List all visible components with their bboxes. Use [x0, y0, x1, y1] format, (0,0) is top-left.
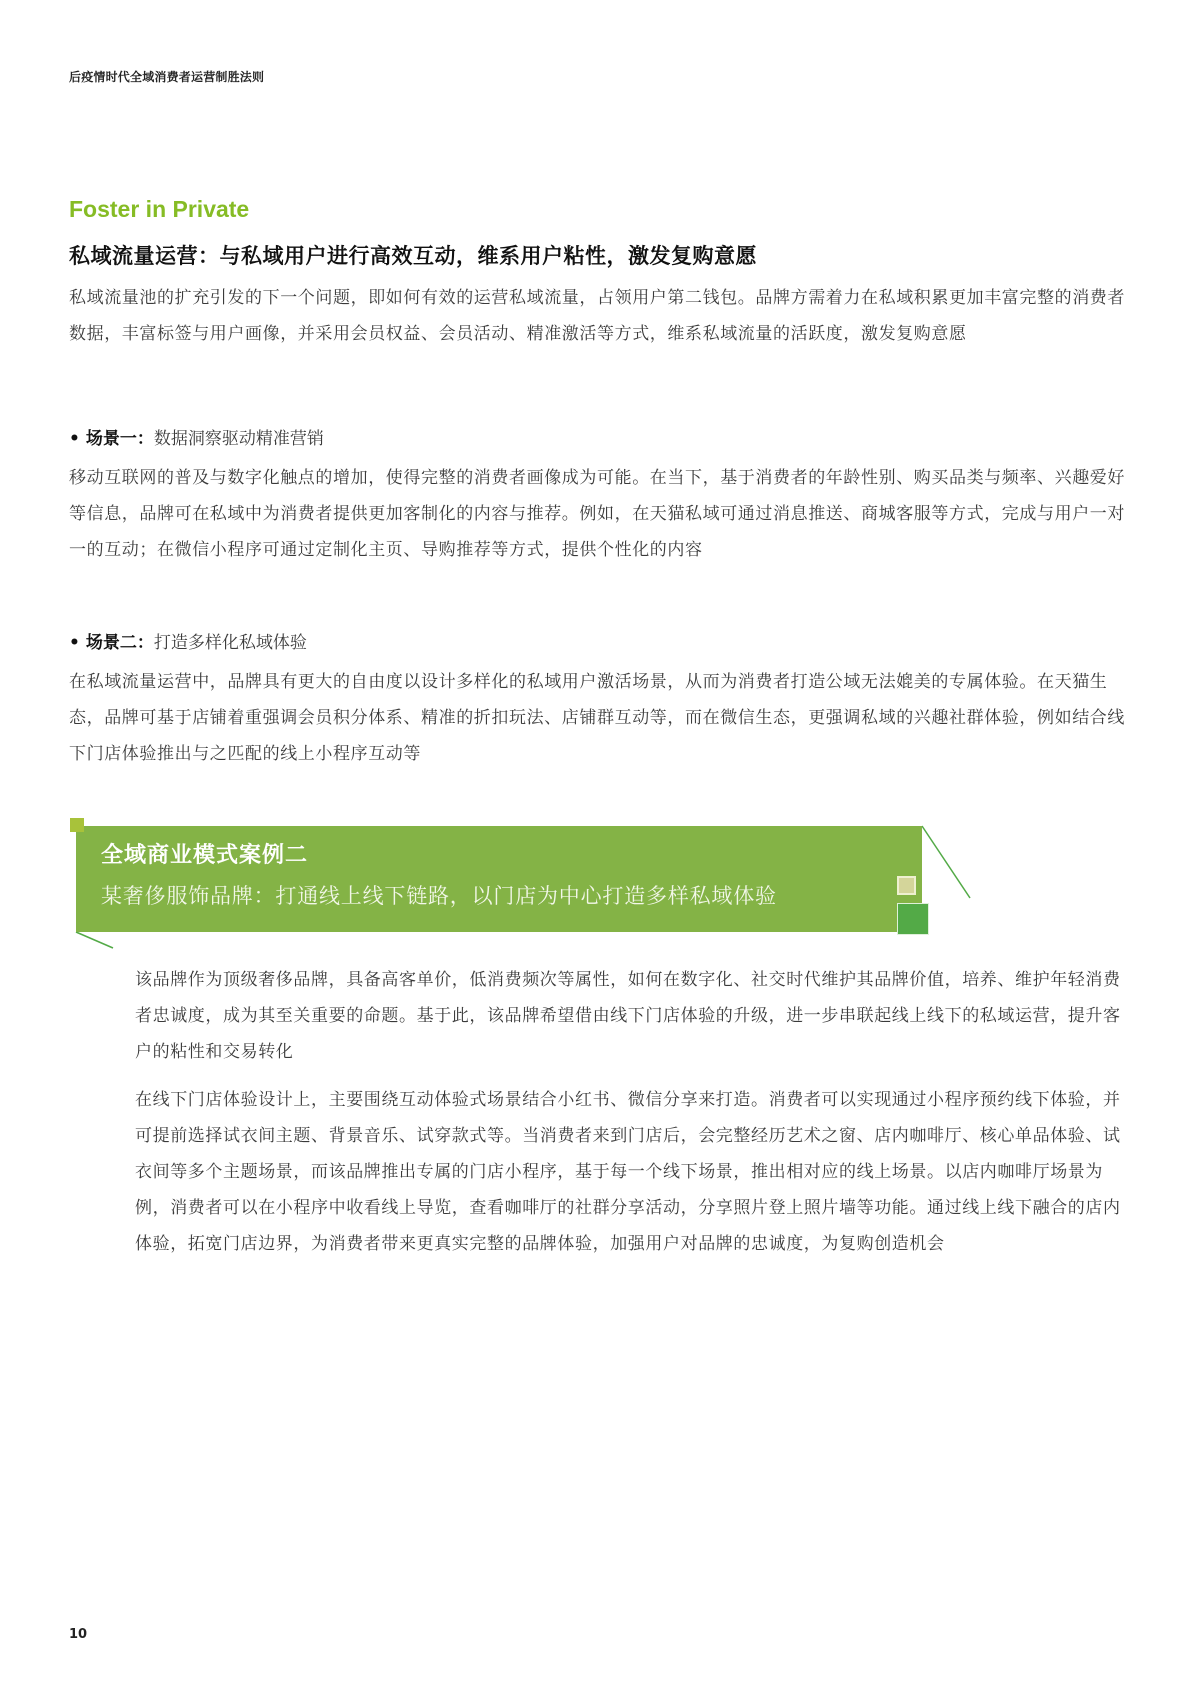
- case-paragraph-2: 在线下门店体验设计上，主要围绕互动体验式场景结合小红书、微信分享来打造。消费者可以实现通过小程序预约线下体验，并可提前选择试衣间主题、背景音乐、试穿款式等。当消费者来到门店后，会完整经历艺术之窗、店内咖啡厅、核心单品体验、试衣间等多个主题场景，而该品牌推出专属的门店小程序，基于每一个线下场景，推出相对应的线上场景。以店内咖啡厅场景为例，消费者可以在小程序中收看线上导览，查看咖啡厅的社群分享活动，分享照片登上照片墙等功能。通过线上线下融合的店内体验，拓宽门店边界，为消费者带来更真实完整的品牌体验，加强用户对品牌的忠诚度，为复购创造机会: [135, 1090, 1121, 1254]
- scene-heading-1: [69, 424, 324, 449]
- case-subtitle: 某奢侈服饰品牌：打通线上线下链路，以门店为中心打造多样私域体验: [101, 884, 777, 908]
- corner-square-icon: [70, 818, 84, 832]
- section-title: 私域流量运营：与私域用户进行高效互动，维系用户粘性，激发复购意愿: [69, 244, 757, 268]
- running-header: 后疫情时代全域消费者运营制胜法则: [69, 70, 265, 84]
- bullet-icon: •: [69, 429, 80, 449]
- scene-heading-2: [69, 628, 307, 653]
- intro-paragraph: 私域流量池的扩充引发的下一个问题，即如何有效的运营私域流量，占领用户第二钱包。品牌方需着力在私域积累更加丰富完整的消费者数据，丰富标签与用户画像，并采用会员权益、会员活动、精准激活等方式，维系私域流量的活跃度，激发复购意愿: [69, 288, 1125, 344]
- scene-title: 打造多样化私域体验: [153, 633, 307, 653]
- bullet-icon: •: [69, 633, 80, 653]
- dark-square-icon: [897, 903, 929, 935]
- scene-label: 场景一：: [85, 429, 154, 449]
- scene-title: 数据洞察驱动精准营销: [153, 429, 324, 449]
- case-title: 全域商业模式案例二: [101, 843, 309, 868]
- case-paragraph-1: 该品牌作为顶级奢侈品牌，具备高客单价，低消费频次等属性，如何在数字化、社交时代维护其品牌价值，培养、维护年轻消费者忠诚度，成为其至关重要的命题。基于此，该品牌希望借由线下门店体验的升级，进一步串联起线上线下的私域运营，提升客户的粘性和交易转化: [135, 970, 1121, 1062]
- scene-2-paragraph: 在私域流量运营中，品牌具有更大的自由度以设计多样化的私域用户激活场景，从而为消费者打造公域无法媲美的专属体验。在天猫生态，品牌可基于店铺着重强调会员积分体系、精准的折扣玩法、店铺群互动等，而在微信生态，更强调私域的兴趣社群体验，例如结合线下门店体验推出与之匹配的线上小程序互动等: [69, 672, 1125, 764]
- page-number: 10: [69, 1627, 88, 1642]
- scene-1-paragraph: 移动互联网的普及与数字化触点的增加，使得完整的消费者画像成为可能。在当下，基于消费者的年龄性别、购买品类与频率、兴趣爱好等信息，品牌可在私域中为消费者提供更加客制化的内容与推荐。例如，在天猫私域可通过消息推送、商城客服等方式，完成与用户一对一的互动；在微信小程序可通过定制化主页、导购推荐等方式，提供个性化的内容: [69, 468, 1125, 560]
- scene-label: 场景二：: [85, 633, 154, 653]
- light-square-icon: [897, 876, 916, 895]
- section-eyebrow: Foster in Private: [69, 196, 250, 222]
